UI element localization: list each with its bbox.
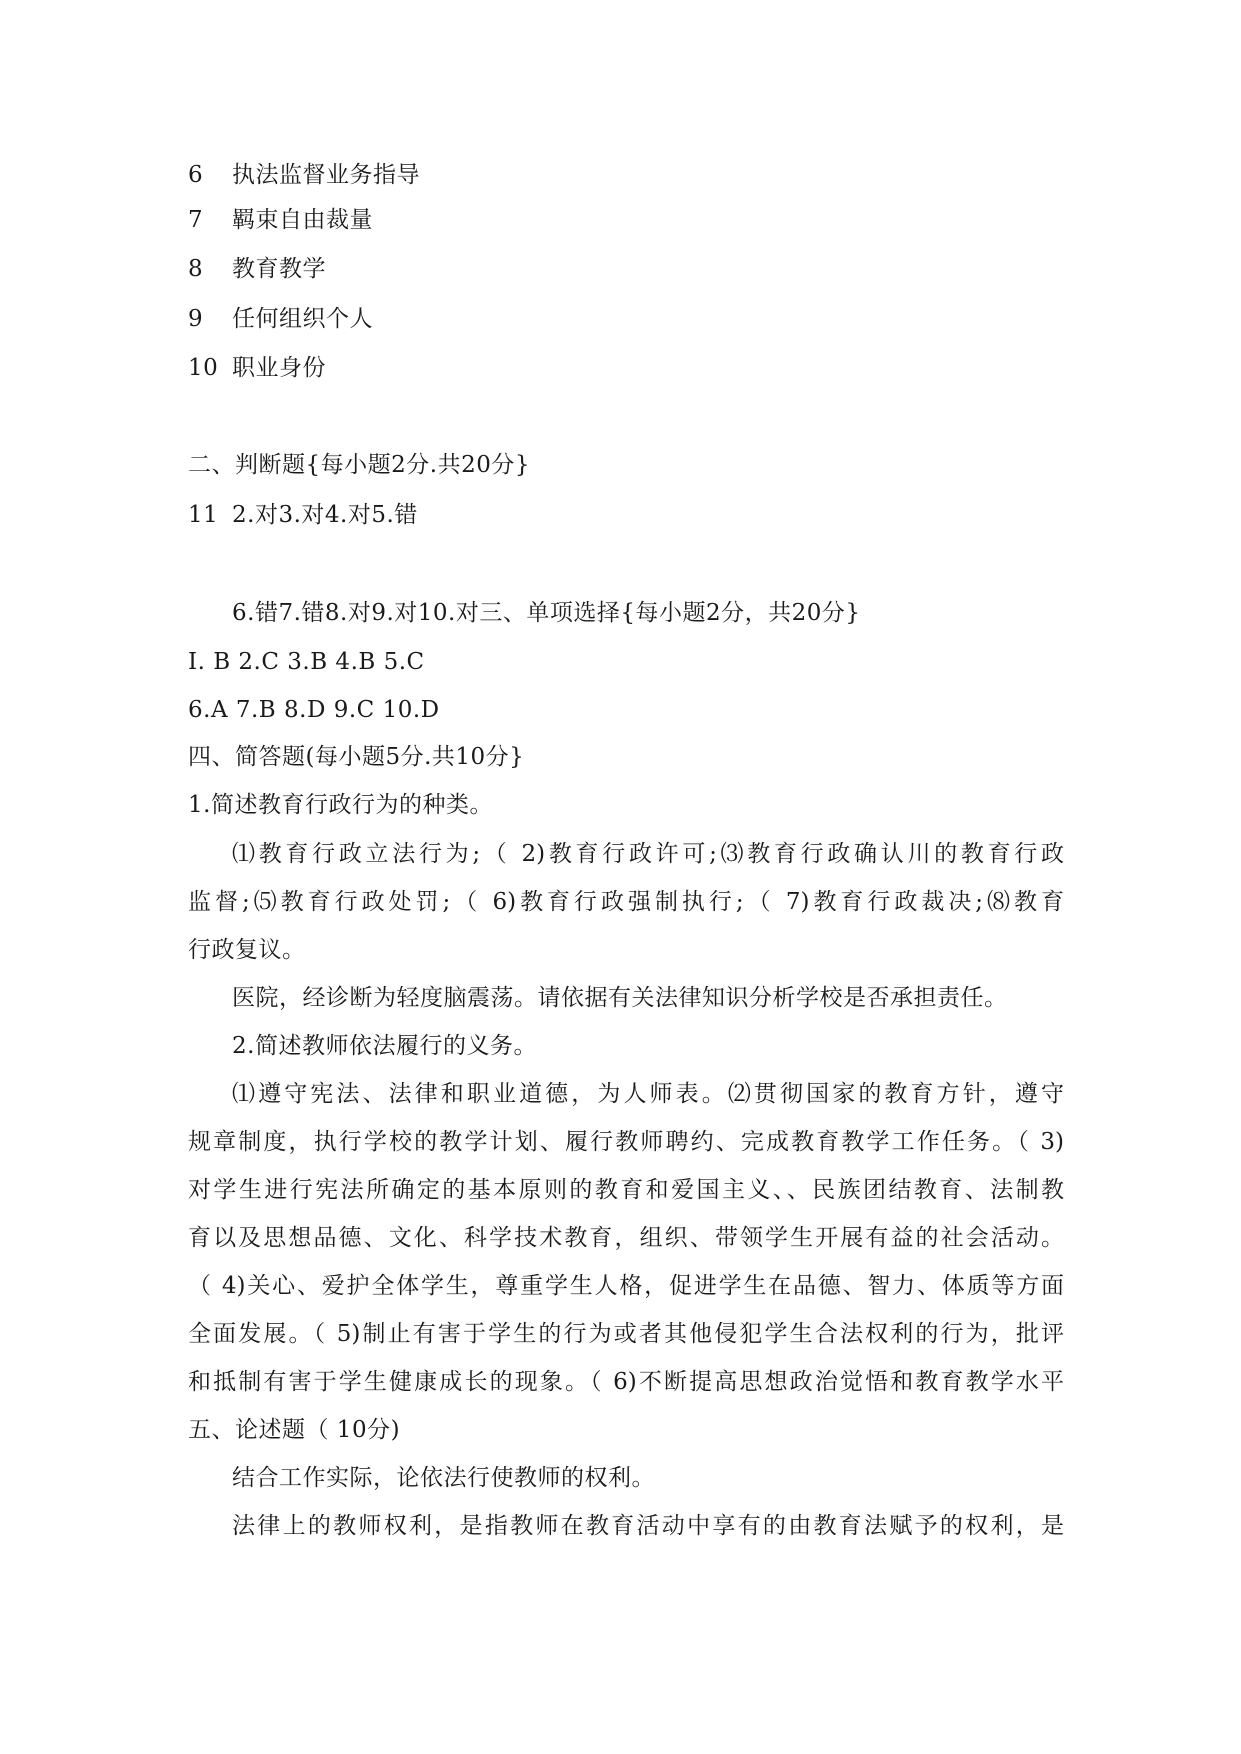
question-2: 2.简述教师依法履行的义务。 <box>232 1033 537 1059</box>
answer-item-7 <box>188 205 373 235</box>
question-2-answer-line-2: 规章制度，执行学校的教学计划、履行教师聘约、完成教育教学工作任务。（ 3) <box>188 1129 1064 1155</box>
answer-text: 教育教学 <box>232 256 326 282</box>
question-2-answer-line-1: ⑴遵守宪法、法律和职业道德，为人师表。⑵贯彻国家的教育方针，遵守 <box>232 1081 1064 1107</box>
case-description-line: 医院，经诊断为轻度脑震荡。请依据有关法律知识分析学校是否承担责任。 <box>232 985 1008 1011</box>
essay-answer-start: 法律上的教师权利，是指教师在教育活动中享有的由教育法赋予的权利，是 <box>232 1513 1064 1539</box>
section-2-row-1 <box>188 500 418 530</box>
answer-text: 任何组织个人 <box>232 306 373 332</box>
row-text: 2.对3.对4.对5.错 <box>232 502 418 528</box>
answer-number: 10 <box>188 355 219 381</box>
answer-item-10 <box>188 353 326 383</box>
answer-text: 羁束自由裁量 <box>232 207 373 233</box>
answer-number: 8 <box>188 256 204 282</box>
section-4-heading: 四、简答题(每小题5分.共10分} <box>188 744 525 770</box>
answer-text: 执法监督业务指导 <box>232 162 420 188</box>
question-1-answer-line-1: ⑴教育行政立法行为;（ 2)教育行政许可;⑶教育行政确认川的教育行政 <box>232 841 1064 867</box>
question-1-answer-line-3: 行政复议。 <box>188 937 306 963</box>
section-2-row-2: 6.错7.错8.对9.对10.对三、单项选择{每小题2分，共20分} <box>232 600 861 626</box>
row-number: 11 <box>188 502 219 528</box>
question-2-answer-line-6: 全面发展。（ 5)制止有害于学生的行为或者其他侵犯学生合法权利的行为，批评 <box>188 1321 1064 1347</box>
section-2-heading: 二、判断题{每小题2分.共20分} <box>188 452 530 478</box>
essay-question: 结合工作实际，论依法行使教师的权利。 <box>232 1465 655 1491</box>
question-2-answer-line-3: 对学生进行宪法所确定的基本原则的教育和爱国主义、、民族团结教育、法制教 <box>188 1177 1064 1203</box>
question-2-answer-line-4: 育以及思想品德、文化、科学技术教育，组织、带领学生开展有益的社会活动。 <box>188 1225 1064 1251</box>
answer-number: 6 <box>188 162 204 188</box>
answer-number: 7 <box>188 207 204 233</box>
section-5-heading: 五、论述题（ 10分) <box>188 1417 401 1443</box>
question-1: 1.简述教育行政行为的种类。 <box>188 792 493 818</box>
answer-text: 职业身份 <box>232 355 326 381</box>
question-1-answer-line-2: 监督;⑸教育行政处罚;（ 6)教育行政强制执行;（ 7)教育行政裁决;⑻教育 <box>188 889 1064 915</box>
answer-item-6 <box>188 160 420 190</box>
section-3-row-1: I. B 2.C 3.B 4.B 5.C <box>188 649 425 675</box>
question-2-answer-line-7: 和抵制有害于学生健康成长的现象。（ 6)不断提高思想政治觉悟和教育教学水平 <box>188 1369 1064 1395</box>
answer-item-8 <box>188 254 326 284</box>
answer-item-9 <box>188 304 373 334</box>
answer-number: 9 <box>188 306 204 332</box>
question-2-answer-line-5: （ 4)关心、爱护全体学生，尊重学生人格，促进学生在品德、智力、体质等方面 <box>188 1273 1064 1299</box>
section-3-row-2: 6.A 7.B 8.D 9.C 10.D <box>188 697 440 723</box>
